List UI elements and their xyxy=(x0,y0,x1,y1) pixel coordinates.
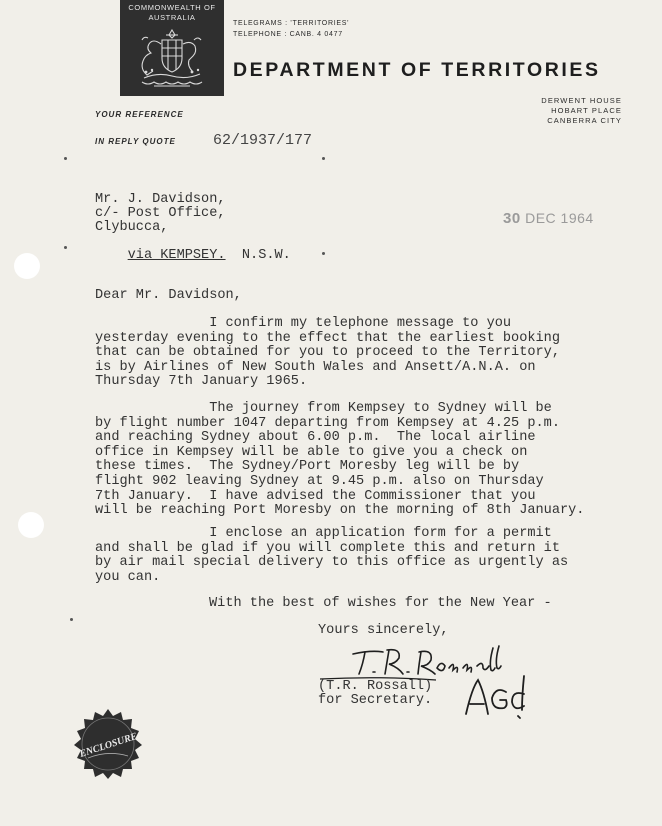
body-paragraph: The journey from Kempsey to Sydney will be by flight number 1047 departing from Kempsey at 4.25 p.m. and reaching Sydney about 6.00 p.m. The local airline office in Kempsey will be able to give you a check on these times. The Sydney/Port Moresby leg will be by flight 902 leaving Sydney at 9.45 p.m. also on Thursday 7th January. I have advised the Commissioner that you will be reaching Port Moresby on the morning of 8th January. xyxy=(95,401,585,519)
initials-image xyxy=(462,670,542,722)
date-stamp-month-year: DEC 1964 xyxy=(525,210,594,226)
in-reply-quote-label: IN REPLY QUOTE xyxy=(95,137,176,146)
paper-mark xyxy=(322,157,325,160)
recipient-line: c/- Post Office, xyxy=(95,206,226,221)
address-line: CANBERRA CITY xyxy=(547,116,622,125)
date-stamp xyxy=(503,210,594,227)
address-line: HOBART PLACE xyxy=(551,106,622,115)
punch-hole xyxy=(14,253,40,279)
your-reference-label: YOUR REFERENCE xyxy=(95,110,184,119)
telephone-line: TELEPHONE : CANB. 4 0477 xyxy=(233,31,343,38)
enclosure-sticker xyxy=(72,708,144,780)
in-reply-quote-value: 62/1937/177 xyxy=(213,132,313,149)
recipient-line: Clybucca, xyxy=(95,220,169,235)
closing-yours: Yours sincerely, xyxy=(318,623,449,638)
crest-title: COMMONWEALTH OF AUSTRALIA xyxy=(128,3,216,22)
sticker-label: ENCLOSURE xyxy=(78,730,139,760)
salutation: Dear Mr. Davidson, xyxy=(95,288,242,303)
department-name: DEPARTMENT OF TERRITORIES xyxy=(233,59,601,81)
closing-wishes: With the best of wishes for the New Year - xyxy=(209,596,552,611)
recipient-town: via KEMPSEY. xyxy=(127,248,226,263)
paper-mark xyxy=(64,246,67,249)
department-address xyxy=(541,96,622,126)
address-line: DERWENT HOUSE xyxy=(541,96,622,105)
paper-mark xyxy=(70,618,73,621)
typed-name: (T.R. Rossall) xyxy=(318,679,433,694)
crest-block xyxy=(120,0,224,96)
body-paragraph: I confirm my telephone message to you yesterday evening to the effect that the earliest booking that can be obtained for you to proceed to the Territory, is by Airlines of New South Wales and Ansett/A.N.A. on Thursday 7th January 1965. xyxy=(95,316,560,390)
signatory-title: for Secretary. xyxy=(318,693,433,708)
paper-mark xyxy=(64,157,67,160)
paper-mark xyxy=(322,252,325,255)
recipient-line xyxy=(95,235,291,277)
coat-of-arms-icon xyxy=(134,26,210,92)
body-paragraph: I enclose an application form for a permit and shall be glad if you will complete this and return it by air mail special delivery to this office as urgently as you can. xyxy=(95,526,569,585)
punch-hole xyxy=(18,512,44,538)
date-stamp-day: 30 xyxy=(503,210,521,227)
telegrams-line: TELEGRAMS : 'TERRITORIES' xyxy=(233,20,350,27)
recipient-state: N.S.W. xyxy=(241,248,291,263)
recipient-line: Mr. J. Davidson, xyxy=(95,192,226,207)
